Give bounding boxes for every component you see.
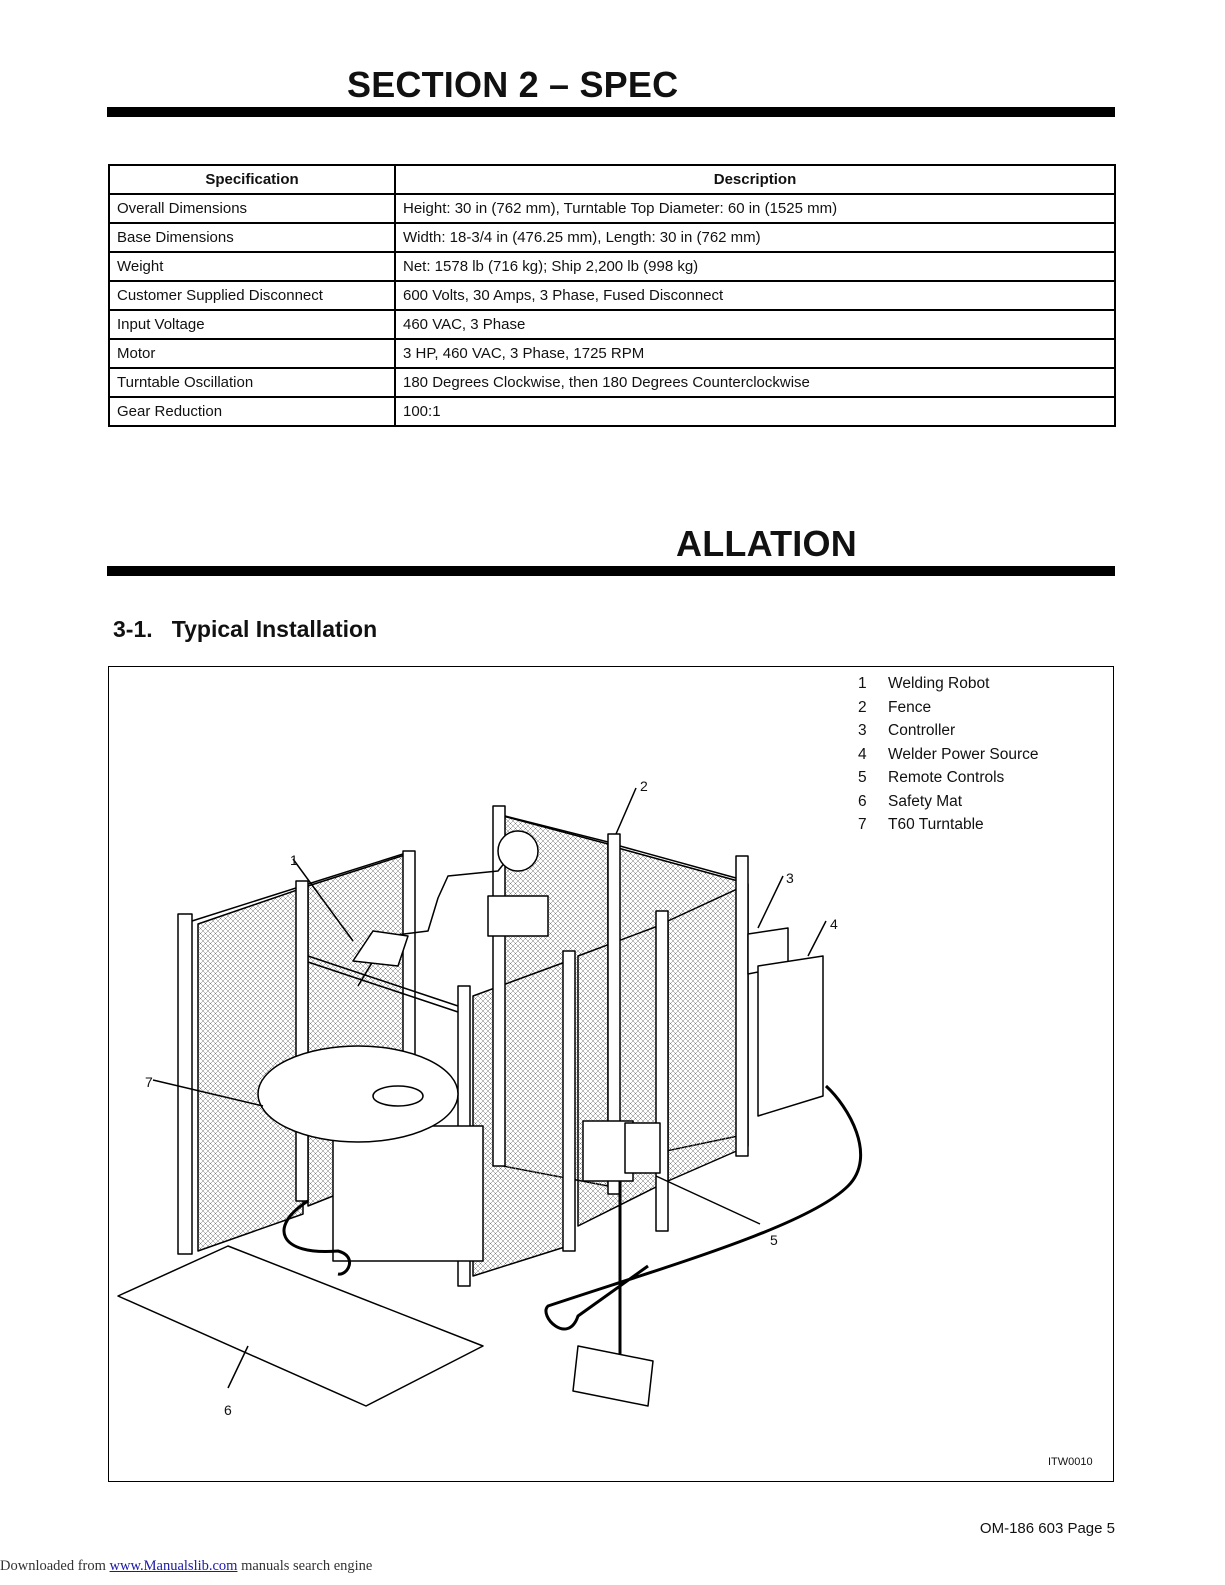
spec-cell: Overall Dimensions [109,194,395,223]
description-cell: Height: 30 in (762 mm), Turntable Top Diameter: 60 in (1525 mm) [395,194,1115,223]
spec-cell: Gear Reduction [109,397,395,426]
manualslib-link[interactable]: www.Manualslib.com [109,1558,238,1574]
legend-number: 1 [858,675,867,692]
spec-cell: Motor [109,339,395,368]
legend-label: Safety Mat [888,792,963,810]
legend-number: 4 [858,745,867,763]
download-suffix: manuals search engine [237,1558,373,1574]
subsection-title: 3-1. Typical Installation [113,616,378,642]
spec-cell: Input Voltage [109,310,395,339]
description-cell: 600 Volts, 30 Amps, 3 Phase, Fused Disconnect [395,281,1115,310]
description-cell: 180 Degrees Clockwise, then 180 Degrees Counterclockwise [395,368,1115,397]
legend-item [858,793,1038,817]
safety-mat [118,1246,483,1406]
section-2-title: SECTION 2 – SPEC [347,64,679,105]
header-specification: Specification [109,165,395,194]
download-footer [0,1558,372,1575]
table-row [109,252,1115,281]
figure-id: ITW0010 [1048,1456,1093,1468]
legend-item [858,769,1038,793]
callout-6: 6 [224,1402,232,1418]
callout-1: 1 [290,852,298,868]
callout-3: 3 [786,870,794,886]
header-description: Description [395,165,1115,194]
legend-number: 6 [858,792,867,810]
spec-cell: Weight [109,252,395,281]
legend-number: 5 [858,769,867,786]
section-3-rule [107,566,1115,576]
description-cell: 100:1 [395,397,1115,426]
legend-item [858,746,1038,770]
section-2-rule [107,107,1115,117]
table-row [109,339,1115,368]
table-row [109,368,1115,397]
section-3-title: ALLATION [676,523,857,564]
legend-label: Remote Controls [888,769,1005,786]
legend-number: 2 [858,698,867,716]
table-header-row [109,165,1115,194]
page-number: OM-186 603 Page 5 [979,1520,1115,1537]
description-cell: 3 HP, 460 VAC, 3 Phase, 1725 RPM [395,339,1115,368]
callout-4: 4 [830,916,838,932]
callout-2: 2 [640,778,648,794]
table-row [109,223,1115,252]
spec-cell: Turntable Oscillation [109,368,395,397]
callout-5: 5 [770,1232,778,1248]
legend-item [858,816,1038,840]
callout-7: 7 [145,1074,153,1090]
table-row [109,281,1115,310]
description-cell: 460 VAC, 3 Phase [395,310,1115,339]
spec-cell: Base Dimensions [109,223,395,252]
download-prefix: Downloaded from [0,1558,110,1574]
description-cell: Net: 1578 lb (716 kg); Ship 2,200 lb (998 kg) [395,252,1115,281]
table-row [109,310,1115,339]
description-cell: Width: 18-3/4 in (476.25 mm), Length: 30 in (762 mm) [395,223,1115,252]
figure-legend [858,675,1038,840]
table-row [109,194,1115,223]
legend-label: Fence [888,698,932,716]
legend-label: Welder Power Source [888,745,1039,763]
table-row [109,397,1115,426]
legend-label: Controller [888,722,956,739]
legend-number: 7 [858,816,867,833]
legend-number: 3 [858,722,867,739]
spec-cell: Customer Supplied Disconnect [109,281,395,310]
legend-item [858,675,1038,699]
legend-item [858,722,1038,746]
legend-label: T60 Turntable [888,816,984,833]
legend-item [858,699,1038,723]
legend-label: Welding Robot [888,675,990,692]
spec-table [108,164,1116,427]
